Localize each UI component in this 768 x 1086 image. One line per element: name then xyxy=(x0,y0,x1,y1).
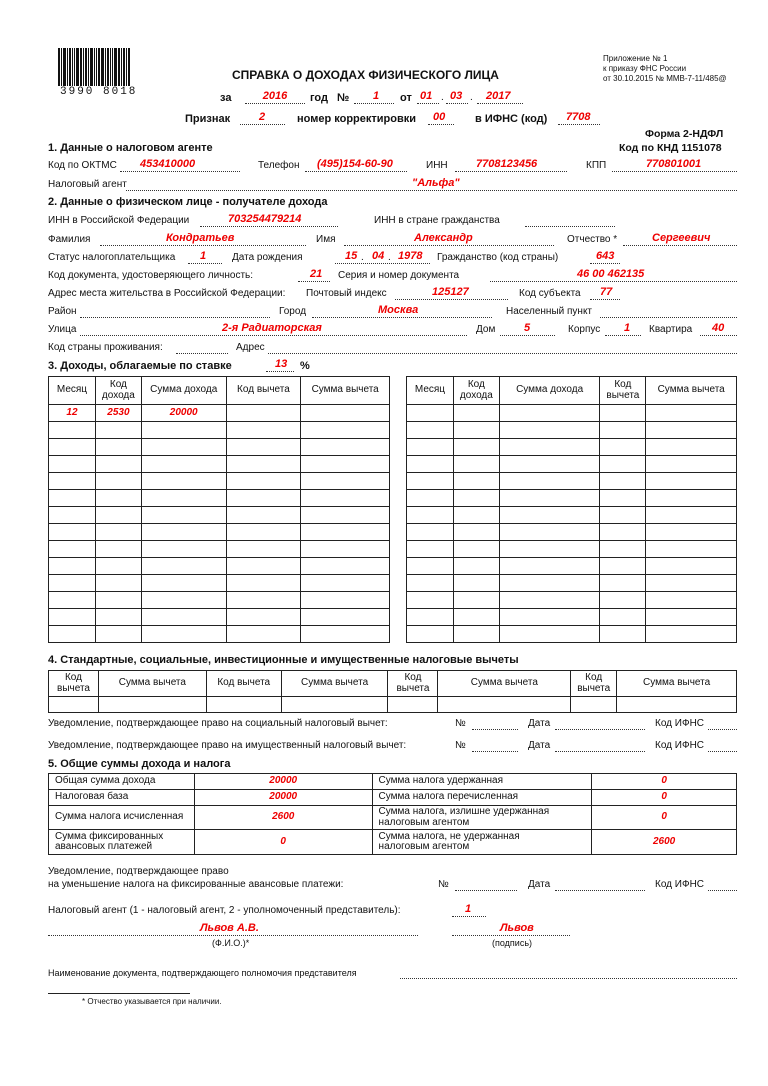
notice-social-no: № xyxy=(455,718,466,729)
withheld-value: 0 xyxy=(592,774,737,790)
excess-value: 0 xyxy=(592,806,737,830)
table-row xyxy=(407,575,737,592)
section-5-title: 5. Общие суммы дохода и налога xyxy=(48,758,231,770)
table-row xyxy=(407,439,737,456)
fixed-label-2: авансовых платежей xyxy=(55,841,153,852)
table-row xyxy=(49,405,390,422)
month-value: 03 xyxy=(450,90,463,102)
col-income-code: Код дохода xyxy=(95,377,141,405)
oktmo-value: 453410000 xyxy=(140,158,196,170)
region-value: 77 xyxy=(600,286,613,298)
notice-fixed-ifns: Код ИФНС xyxy=(655,879,705,890)
section-1-title: 1. Данные о налоговом агенте xyxy=(48,142,213,154)
barcode xyxy=(58,48,146,86)
table-row xyxy=(49,422,390,439)
table-row xyxy=(407,473,737,490)
total-income-value: 20000 xyxy=(194,774,372,790)
col-deduction-code-right: Код вычета xyxy=(600,377,646,405)
table-row xyxy=(407,456,737,473)
doc-code-label: Код документа, удостоверяющего личность: xyxy=(48,270,254,281)
transferred-label: Сумма налога перечисленная xyxy=(372,790,592,806)
zip-value: 125127 xyxy=(432,286,469,298)
base-value: 20000 xyxy=(194,790,372,806)
col-ded-sum-4: Сумма вычета xyxy=(617,671,737,697)
zip-label: Почтовый индекс xyxy=(306,288,387,299)
form-knd: Код по КНД 1151078 xyxy=(619,142,722,154)
fixed-label-1: Сумма фиксированных xyxy=(55,830,164,842)
country-label: Код страны проживания: xyxy=(48,342,163,353)
flat-label: Квартира xyxy=(649,324,693,335)
address-foreign-label: Адрес xyxy=(236,342,265,353)
phone-value: (495)154-60-90 xyxy=(317,158,393,170)
col-deduction-code: Код вычета xyxy=(226,377,301,405)
table-row xyxy=(49,524,390,541)
locality-label: Населенный пункт xyxy=(506,306,593,317)
phone-label: Телефон xyxy=(258,160,300,171)
city-label: Город xyxy=(279,306,307,317)
kpp-label: КПП xyxy=(586,160,607,171)
month-cell: 12 xyxy=(49,405,96,422)
table-row xyxy=(49,507,390,524)
house-value: 5 xyxy=(524,322,531,334)
signature-value: Львов xyxy=(500,922,534,934)
col-ded-sum-2: Сумма вычета xyxy=(281,671,388,697)
num-value: 1 xyxy=(372,90,380,102)
table-row xyxy=(407,558,737,575)
korr-value: 00 xyxy=(433,111,446,123)
inn-agent-value: 7708123456 xyxy=(476,158,538,170)
priznak-value: 2 xyxy=(258,111,266,123)
table-row xyxy=(49,592,390,609)
notice-fixed-date: Дата xyxy=(528,879,551,890)
year-value: 2016 xyxy=(262,90,288,102)
inn-rf-label: ИНН в Российской Федерации xyxy=(48,215,190,226)
surname-value: Кондратьев xyxy=(166,232,235,244)
table-row xyxy=(407,405,737,422)
col-deduction-sum: Сумма вычета xyxy=(301,377,390,405)
table-row xyxy=(407,609,737,626)
page-title: СПРАВКА О ДОХОДАХ ФИЗИЧЕСКОГО ЛИЦА xyxy=(232,68,499,82)
footnote: * Отчество указывается при наличии. xyxy=(82,997,222,1006)
city-value: Москва xyxy=(378,304,419,316)
address-rf-label: Адрес места жительства в Российской Федерации: xyxy=(48,288,286,299)
col-month: Месяц xyxy=(49,377,96,405)
notwithheld-label-1: Сумма налога, не удержанная xyxy=(378,830,520,842)
form-name: Форма 2-НДФЛ xyxy=(645,128,724,140)
district-label: Район xyxy=(48,306,77,317)
notice-fixed-no: № xyxy=(438,879,449,890)
barcode-number: 3990 8018 xyxy=(60,86,138,98)
birth-year: 1978 xyxy=(398,250,423,262)
section-2-title: 2. Данные о физическом лице - получателе дохода xyxy=(48,196,328,208)
doc-number-label: Серия и номер документа xyxy=(338,270,460,281)
table-row xyxy=(407,490,737,507)
base-label: Налоговая база xyxy=(49,790,195,806)
table-row xyxy=(49,626,390,643)
notice-fixed-label-1: Уведомление, подтверждающее право xyxy=(48,866,229,877)
notwithheld-label-2: налоговым агентом xyxy=(378,841,470,852)
kpp-value: 770801001 xyxy=(646,158,702,170)
priznak-label: Признак xyxy=(185,113,231,125)
table-row xyxy=(407,524,737,541)
date-year-value: 2017 xyxy=(486,90,511,102)
house-label: Дом xyxy=(476,324,496,335)
agent-label: Налоговый агент xyxy=(48,179,127,190)
calc-label: Сумма налога исчисленная xyxy=(49,806,195,830)
table-row xyxy=(407,507,737,524)
table-row xyxy=(49,473,390,490)
za-label: за xyxy=(220,92,232,104)
name-value: Александр xyxy=(414,232,473,244)
surname-label: Фамилия xyxy=(48,234,91,245)
rate-value: 13 xyxy=(275,358,288,370)
patronymic-value: Сергеевич xyxy=(652,232,711,244)
doc-code-value: 21 xyxy=(310,268,323,280)
notice-social-label: Уведомление, подтверждающее право на социальный налоговый вычет: xyxy=(48,718,388,729)
income-sum-cell: 20000 xyxy=(141,405,226,422)
col-ded-code-4: Код вычета xyxy=(571,671,617,697)
status-value: 1 xyxy=(200,250,207,262)
agent-type-label: Налоговый агент (1 - налоговый агент, 2 - уполномоченный представитель): xyxy=(48,905,401,916)
fio-value: Львов А.В. xyxy=(200,922,259,934)
income-table-left xyxy=(48,376,390,643)
col-ded-sum-1: Сумма вычета xyxy=(98,671,206,697)
col-ded-code-3: Код вычета xyxy=(388,671,438,697)
deductions-table xyxy=(48,670,737,713)
patronymic-label: Отчество * xyxy=(567,234,618,245)
table-row xyxy=(49,490,390,507)
excess-label-2: налоговым агентом xyxy=(378,816,470,828)
citizen-value: 643 xyxy=(596,250,615,262)
table-row xyxy=(49,575,390,592)
table-row xyxy=(49,541,390,558)
total-income-label: Общая сумма дохода xyxy=(49,774,195,790)
region-label: Код субъекта xyxy=(519,288,581,299)
col-ded-sum-3: Сумма вычета xyxy=(438,671,571,697)
notice-property-label: Уведомление, подтверждающее право на имущественный налоговый вычет: xyxy=(48,740,407,751)
totals-table xyxy=(48,773,737,855)
col-ded-code-2: Код вычета xyxy=(206,671,281,697)
doc-number-value: 46 00 462135 xyxy=(577,268,645,280)
ifns-label: в ИФНС (код) xyxy=(475,113,548,125)
korr-label: номер корректировки xyxy=(297,113,417,125)
col-ded-code-1: Код вычета xyxy=(49,671,99,697)
appendix-line-3: от 30.10.2015 № ММВ-7-11/485@ xyxy=(603,74,727,83)
birth-day: 15 xyxy=(345,250,358,262)
korpus-label: Корпус xyxy=(568,324,601,335)
agent-value: "Альфа" xyxy=(412,177,460,189)
excess-label-1: Сумма налога, излишне удержанная xyxy=(378,806,550,817)
god-label: год xyxy=(310,92,328,104)
section-3-title: 3. Доходы, облагаемые по ставке xyxy=(48,360,232,372)
fixed-value: 0 xyxy=(194,830,372,855)
table-row xyxy=(407,541,737,558)
status-label: Статус налогоплательщика xyxy=(48,252,176,263)
authority-doc-label: Наименование документа, подтверждающего полномочия представителя xyxy=(48,968,357,978)
table-row xyxy=(49,609,390,626)
inn-foreign-label: ИНН в стране гражданства xyxy=(374,215,500,226)
birth-month: 04 xyxy=(372,250,385,262)
withheld-label: Сумма налога удержанная xyxy=(372,774,592,790)
ot-label: от xyxy=(400,92,412,104)
rate-percent: % xyxy=(300,360,310,372)
col-income-sum: Сумма дохода xyxy=(141,377,226,405)
table-row xyxy=(49,456,390,473)
flat-value: 40 xyxy=(712,322,725,334)
table-row xyxy=(49,439,390,456)
transferred-value: 0 xyxy=(592,790,737,806)
oktmo-label: Код по ОКТМС xyxy=(48,160,117,171)
col-month-right: Месяц xyxy=(407,377,454,405)
table-row xyxy=(407,592,737,609)
name-label: Имя xyxy=(316,234,336,245)
notwithheld-value: 2600 xyxy=(592,830,737,855)
agent-type-value: 1 xyxy=(465,903,472,915)
signature-label: (подпись) xyxy=(492,938,533,948)
fio-label: (Ф.И.О.)* xyxy=(212,938,250,948)
col-income-sum-right: Сумма дохода xyxy=(499,377,600,405)
ifns-value: 7708 xyxy=(566,111,591,123)
street-value: 2-я Радиаторская xyxy=(222,322,322,334)
calc-value: 2600 xyxy=(194,806,372,830)
citizen-label: Гражданство (код страны) xyxy=(437,252,559,263)
table-row xyxy=(49,558,390,575)
num-label: № xyxy=(337,92,350,104)
table-row xyxy=(407,422,737,439)
section-4-title: 4. Стандартные, социальные, инвестиционные и имущественные налоговые вычеты xyxy=(48,654,519,666)
income-table-right xyxy=(406,376,737,643)
table-row xyxy=(407,626,737,643)
notice-property-ifns: Код ИФНС xyxy=(655,740,705,751)
notice-social-ifns: Код ИФНС xyxy=(655,718,705,729)
notice-property-date: Дата xyxy=(528,740,551,751)
notice-social-date: Дата xyxy=(528,718,551,729)
birth-label: Дата рождения xyxy=(232,252,303,263)
street-label: Улица xyxy=(48,324,77,335)
col-income-code-right: Код дохода xyxy=(453,377,499,405)
income-code-cell: 2530 xyxy=(95,405,141,422)
korpus-value: 1 xyxy=(624,322,631,334)
day-value: 01 xyxy=(420,90,433,102)
inn-agent-label: ИНН xyxy=(426,160,448,171)
notice-fixed-label-2: на уменьшение налога на фиксированные авансовые платежи: xyxy=(48,879,344,890)
appendix-line-2: к приказу ФНС России xyxy=(603,64,687,73)
col-deduction-sum-right: Сумма вычета xyxy=(646,377,737,405)
notice-property-no: № xyxy=(455,740,466,751)
inn-rf-value: 703254479214 xyxy=(228,213,302,225)
appendix-line-1: Приложение № 1 xyxy=(603,54,668,63)
